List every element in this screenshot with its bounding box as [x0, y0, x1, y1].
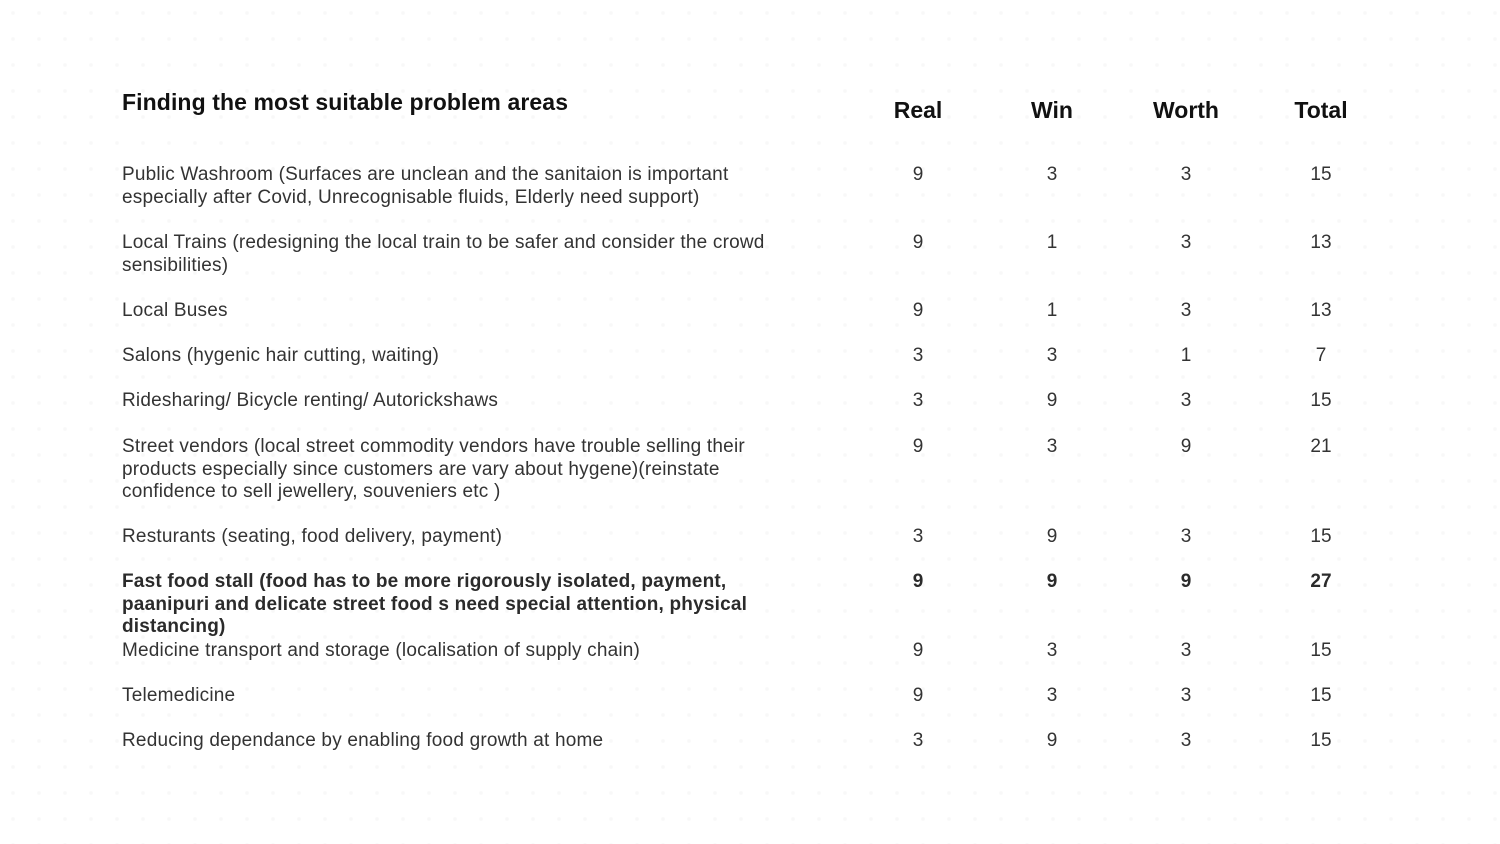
cell-total: 7: [1315, 345, 1327, 366]
cell-real: 3: [912, 390, 924, 411]
cell-real: 9: [912, 685, 924, 706]
column-header-win: Win: [1031, 97, 1073, 123]
cell-worth: 3: [1180, 730, 1192, 751]
cell-win: 1: [1046, 300, 1058, 321]
cell-worth: 3: [1180, 526, 1192, 547]
cell-win: 3: [1046, 345, 1058, 366]
cell-real: 3: [912, 730, 924, 751]
cell-total: 21: [1310, 436, 1332, 457]
cell-real: 3: [912, 526, 924, 547]
column-header-worth: Worth: [1152, 97, 1219, 123]
row-label: Street vendors (local street commodity vendors have trouble selling their products especially since customers are vary about hygene)(reinstate confidence to sell jewellery, souveniers etc ): [122, 436, 745, 502]
cell-real: 9: [912, 436, 924, 457]
row-label: Fast food stall (food has to be more rigorously isolated, payment, paanipuri and delicate street food s need special attention, physical distancing): [122, 571, 748, 637]
cell-win: 9: [1046, 730, 1058, 751]
cell-total: 13: [1310, 300, 1332, 321]
cell-total: 15: [1310, 730, 1332, 751]
cell-total: 15: [1310, 685, 1332, 706]
page-title: Finding the most suitable problem areas: [122, 89, 569, 115]
cell-win: 3: [1046, 164, 1058, 185]
cell-total: 15: [1310, 640, 1332, 661]
cell-worth: 3: [1180, 300, 1192, 321]
cell-win: 9: [1046, 390, 1058, 411]
row-label: Ridesharing/ Bicycle renting/ Autorickshaws: [122, 390, 499, 411]
row-label: Telemedicine: [122, 685, 236, 706]
cell-total: 15: [1310, 164, 1332, 185]
cell-total: 13: [1310, 232, 1332, 253]
cell-worth: 3: [1180, 232, 1192, 253]
column-header-real: Real: [893, 97, 943, 123]
cell-worth: 9: [1180, 571, 1192, 592]
cell-worth: 3: [1180, 640, 1192, 661]
cell-worth: 1: [1180, 345, 1192, 366]
cell-win: 3: [1046, 640, 1058, 661]
column-header-total: Total: [1294, 97, 1348, 123]
cell-win: 3: [1046, 685, 1058, 706]
cell-real: 3: [912, 345, 924, 366]
cell-total: 15: [1310, 526, 1332, 547]
cell-total: 15: [1310, 390, 1332, 411]
row-label: Reducing dependance by enabling food growth at home: [122, 730, 604, 751]
row-label: Salons (hygenic hair cutting, waiting): [122, 345, 440, 366]
cell-win: 9: [1046, 571, 1058, 592]
cell-real: 9: [912, 164, 924, 185]
cell-real: 9: [912, 300, 924, 321]
cell-real: 9: [912, 571, 924, 592]
cell-real: 9: [912, 232, 924, 253]
cell-worth: 3: [1180, 685, 1192, 706]
cell-real: 9: [912, 640, 924, 661]
cell-win: 3: [1046, 436, 1058, 457]
cell-win: 1: [1046, 232, 1058, 253]
row-label: Medicine transport and storage (localisation of supply chain): [122, 640, 641, 661]
cell-worth: 3: [1180, 390, 1192, 411]
row-label: Public Washroom (Surfaces are unclean and the sanitaion is important especially after Covid, Unrecognisable fluids, Elderly need support): [122, 164, 729, 208]
cell-worth: 9: [1180, 436, 1192, 457]
cell-total: 27: [1310, 571, 1332, 592]
row-label: Local Buses: [122, 300, 228, 321]
cell-worth: 3: [1180, 164, 1192, 185]
row-label: Resturants (seating, food delivery, payment): [122, 526, 503, 547]
row-label: Local Trains (redesigning the local train to be safer and consider the crowd sensibilities): [122, 232, 765, 276]
cell-win: 9: [1046, 526, 1058, 547]
